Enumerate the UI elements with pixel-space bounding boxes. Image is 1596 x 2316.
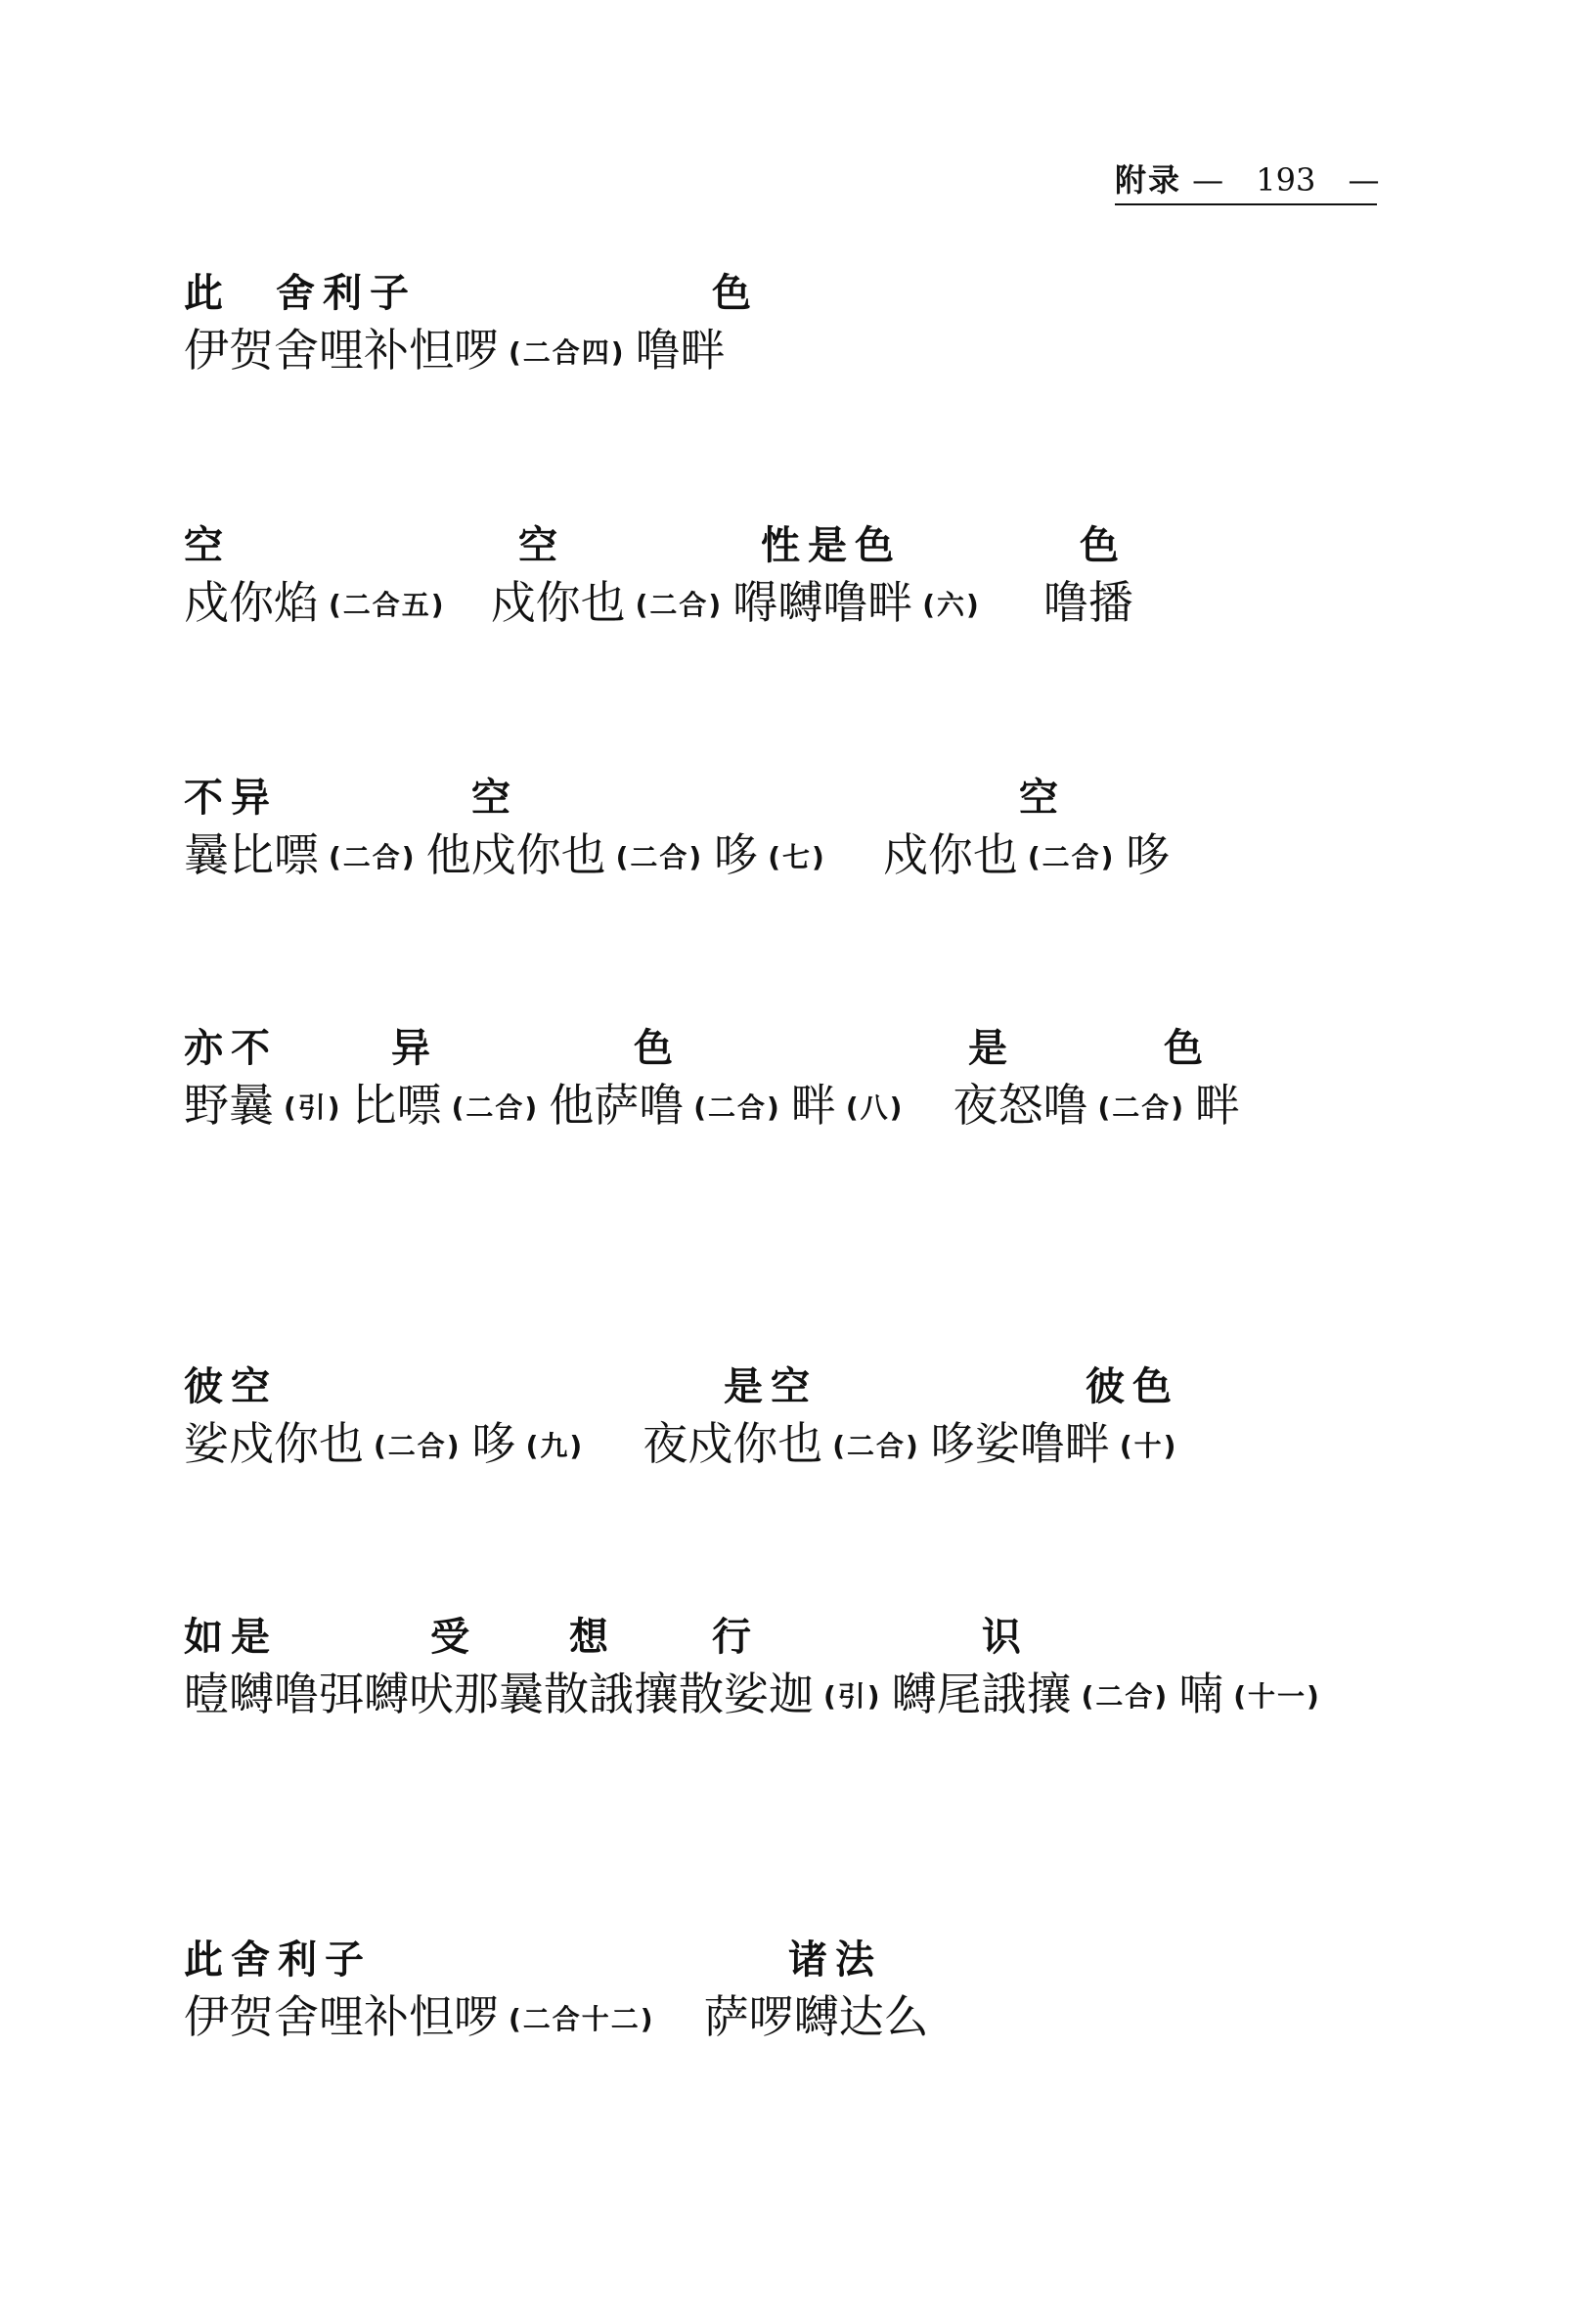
annotation-note: (二合) [451, 1091, 540, 1124]
gloss-word: 性是色 [761, 523, 902, 568]
page-header [1115, 156, 1380, 205]
transliteration-line [184, 1972, 1377, 2065]
gloss-word: 是空 [724, 1364, 818, 1409]
gloss-word: 亦不 [184, 1026, 278, 1071]
trans-text: 哆 [713, 828, 759, 881]
annotation-note: (二合) [693, 1091, 781, 1124]
gloss-word: 受 [430, 1615, 477, 1660]
trans-text: 野曩 [184, 1079, 274, 1132]
annotation-note: (二合) [832, 1430, 920, 1462]
transliteration-line [184, 1399, 1377, 1492]
trans-text: 哆娑噜畔 [929, 1417, 1110, 1470]
header-dash-right: — [1348, 161, 1380, 199]
gloss-word: 色 [712, 271, 759, 316]
trans-text: 他萨噜 [549, 1079, 685, 1132]
gloss-word: 想 [569, 1615, 616, 1660]
trans-text: 戍你焰 [184, 576, 319, 629]
gloss-word: 色 [634, 1026, 681, 1071]
trans-text: 喃 [1178, 1668, 1224, 1720]
trans-text: 畔 [790, 1079, 836, 1132]
trans-text: 娑戍你也 [184, 1417, 364, 1470]
trans-text: 他戍你也 [425, 828, 606, 881]
trans-text: 夜怒噜 [953, 1079, 1088, 1132]
annotation-note: (九) [525, 1430, 585, 1462]
trans-text: 伊贺舍哩补怛啰 [184, 1990, 499, 2043]
trans-text: 噜畔 [635, 324, 726, 377]
trans-text: 萨啰嚩达么 [703, 1990, 929, 2043]
transliteration-line [184, 1649, 1377, 1742]
trans-text: 伊贺舍哩补怛啰 [184, 324, 499, 377]
gloss-word: 空 [518, 523, 565, 568]
gloss-word: 空 [184, 523, 231, 568]
gloss-word: 空 [1019, 776, 1066, 821]
trans-text: 曩比嘌 [184, 828, 319, 881]
gloss-word: 彼色 [1086, 1364, 1179, 1409]
trans-text: 曀嚩噜弭嚩吠那曩散誐攘散娑迦 [184, 1668, 814, 1720]
trans-text: 戍你也 [882, 828, 1018, 881]
annotation-note: (十) [1119, 1430, 1178, 1462]
annotation-note: (二合) [374, 1430, 462, 1462]
trans-text: 嘚嚩噜畔 [732, 576, 913, 629]
annotation-note: (二合四) [509, 336, 626, 369]
annotation-note: (二合) [1097, 1091, 1186, 1124]
transliteration-line [184, 305, 1377, 398]
trans-text: 夜戍你也 [643, 1417, 823, 1470]
gloss-word: 异 [391, 1026, 438, 1071]
annotation-note: (引) [284, 1091, 342, 1124]
trans-text: 哆 [470, 1417, 516, 1470]
gloss-word: 不异 [184, 776, 278, 821]
trans-text: 比嘌 [351, 1079, 442, 1132]
gloss-word: 诸法 [788, 1937, 882, 1982]
annotation-note: (二合) [615, 841, 704, 873]
annotation-note: (六) [922, 589, 981, 621]
gloss-word: 如是 [184, 1615, 278, 1660]
gloss-word: 是 [968, 1026, 1015, 1071]
annotation-note: (引) [823, 1680, 882, 1713]
annotation-note: (二合) [329, 841, 417, 873]
gloss-word: 空 [471, 776, 518, 821]
annotation-note: (二合) [635, 589, 724, 621]
transliteration-line [184, 1060, 1377, 1153]
annotation-note: (二合五) [329, 589, 446, 621]
gloss-word: 行 [712, 1615, 759, 1660]
gloss-word: 此舍利子 [184, 1937, 372, 1982]
annotation-note: (十一) [1233, 1680, 1321, 1713]
trans-text: 哆 [1125, 828, 1171, 881]
gloss-word: 色 [1164, 1026, 1211, 1071]
page-number: 193 [1256, 161, 1316, 199]
annotation-note: (二合) [1027, 841, 1116, 873]
gloss-word: 此 [184, 271, 231, 316]
gloss-word: 识 [982, 1615, 1029, 1660]
trans-text: 畔 [1195, 1079, 1241, 1132]
trans-text: 戍你也 [490, 576, 626, 629]
gloss-word: 色 [1080, 523, 1127, 568]
trans-text: 噜播 [1042, 576, 1133, 629]
transliteration-line [184, 557, 1377, 650]
annotation-note: (二合) [1081, 1680, 1170, 1713]
transliteration-line [184, 810, 1377, 903]
header-section: 附录 [1115, 161, 1182, 199]
gloss-word: 舍利子 [276, 271, 417, 316]
gloss-word: 彼空 [184, 1364, 278, 1409]
annotation-note: (七) [768, 841, 826, 873]
annotation-note: (八) [845, 1091, 905, 1124]
header-dash-left: — [1192, 161, 1224, 199]
trans-text: 嚩尾誐攘 [891, 1668, 1072, 1720]
annotation-note: (二合十二) [509, 2003, 655, 2035]
